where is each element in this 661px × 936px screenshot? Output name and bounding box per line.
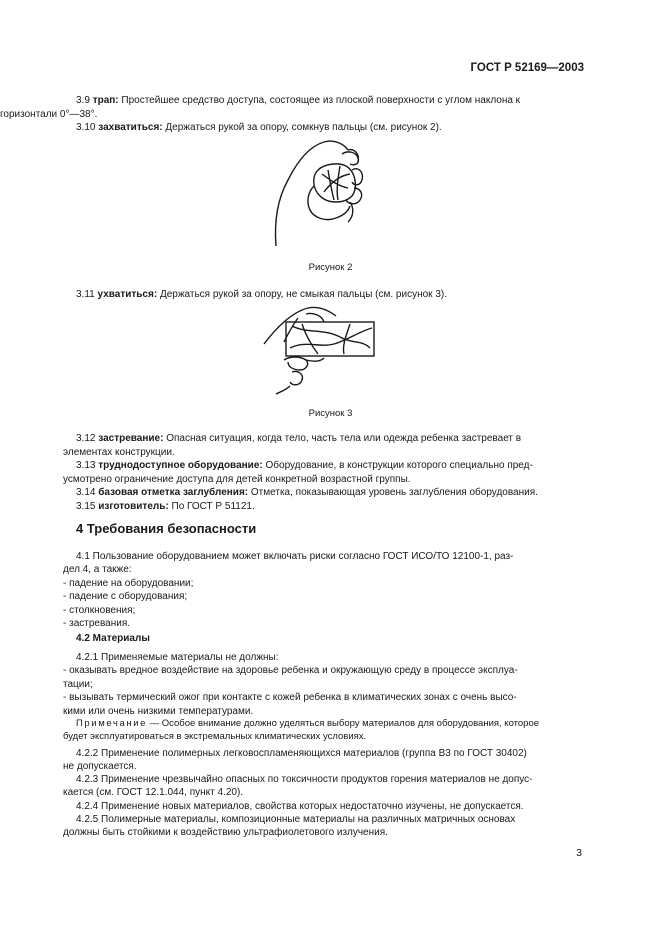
definition-3-11: 3.11 ухватиться: Держаться рукой за опору, не смыкая пальцы (см. рисунок 3). xyxy=(76,289,447,300)
definition-3-10: 3.10 захватиться: Держаться рукой за опору, сомкнув пальцы (см. рисунок 2). xyxy=(76,122,442,134)
definition-3-15: 3.15 изготовитель: По ГОСТ Р 51121. xyxy=(76,501,255,512)
definition-3-13: 3.13 труднодоступное оборудование: Оборудование, в конструкции которого специально пред- xyxy=(76,460,533,471)
list-item: - столкновения; xyxy=(63,604,136,616)
paragraph-4-2-1: 4.2.1 Применяемые материалы не должны: xyxy=(76,652,279,663)
document-id: ГОСТ Р 52169—2003 xyxy=(470,62,584,74)
figure-2-caption: Рисунок 2 xyxy=(308,262,353,273)
definitions-block-1: 3.9 трап: Простейшее средство доступа, состоящее из плоской поверхности с углом наклона к горизонтали 0°—38°. 3.10 захватиться: Держаться рукой за опору, сомкнув пальцы (см. рисунок 2). xyxy=(76,94,583,135)
list-item: - застревания. xyxy=(63,618,131,630)
definition-3-9: 3.9 трап: Простейшее средство доступа, состоящее из плоской поверхности с углом наклона к xyxy=(76,95,521,106)
figure-3-caption: Рисунок 3 xyxy=(308,408,353,419)
paragraph-4-2-3: 4.2.3 Применение чрезвычайно опасных по токсичности продуктов горения материалов не допус- xyxy=(76,774,533,785)
paragraph-4-1: 4.1 Пользование оборудованием может включать риски согласно ГОСТ ИСО/ТО 12100-1, раз- xyxy=(76,551,514,562)
paragraph-4-2-2: 4.2.2 Применение полимерных легковоспламеняющихся материалов (группа В3 по ГОСТ 30402) xyxy=(76,748,527,759)
document-page: ГОСТ Р 52169—2003 3.9 трап: Простейшее средство доступа, состоящее из плоской поверхности с углом наклона к горизонтали 0°—38°. 3.10 захватиться: Держаться рукой за опору, сомкнув пальцы (см. рисунок 2). Рисунок 2 3.11 ухватиться: Держаться рукой за опору, не смыкая пальцы (см. рисунок 3). Рисунок 3 3.12 застревание: Опасная ситуация, когда тело, часть тела или одежда ребенка застревает в элементах конструкции. 3.13 труднодоступное оборудование: Оборудование, в конструкции которого специально пред- усмотрено ограничение доступа для детей конкретной возрастной группы. 3.14 базовая отметка заглубления: Отметка, показывающая уровень заглубления оборудования. 3.15 изготовитель: По ГОСТ Р 51121. 4 Требования безопасности 4.1 Пользование оборудованием может включать риски согласно ГОСТ ИСО/ТО 12100-1, раз- дел 4, а также: - падение на оборудовании; - падение с оборудования; - столкновения; - застревания. 4.2 Материалы 4.2.1 Применяемые материалы не должны: - оказывать вредное воздействие на здоровье ребенка и окружающую среду в процессе эксплуа- тации; - вызывать термический ожог при контакте с кожей ребенка в климатических зонах с очень высо- кими или очень низкими температурами. Примечание — Особое внимание должно уделяться выбору материалов для оборудования, которое будет эксплуатироваться в экстремальных климатических условиях. 4.2.2 Применение полимерных легковоспламеняющихся материалов (группа В3 по ГОСТ 30402) не допускается. 4.2.3 Применение чрезвычайно опасных по токсичности продуктов горения материалов не допус- кается (см. ГОСТ 12.1.044, пункт 4.20). 4.2.4 Применение новых материалов, свойства которых недостаточно изучены, не допускается. 4.2.5 Полимерные материалы, композиционные материалы на различных матричных основах должны быть стойкими к воздействию ультрафиолетового излучения. 3 xyxy=(0,0,661,936)
paragraph-4-2-5: 4.2.5 Полимерные материалы, композиционные материалы на различных матричных основах xyxy=(76,814,516,825)
subsection-4-2-heading: 4.2 Материалы xyxy=(76,633,150,644)
list-item: - вызывать термический ожог при контакте с кожей ребенка в климатических зонах с очень высо- xyxy=(63,692,517,704)
list-item: - падение на оборудовании; xyxy=(63,577,194,589)
list-item: - оказывать вредное воздействие на здоровье ребенка и окружающую среду в процессе эксплуа- xyxy=(63,665,518,676)
note: Примечание — Особое внимание должно уделяться выбору материалов для оборудования, которое xyxy=(76,718,540,729)
list-item: - падение с оборудования; xyxy=(63,591,188,603)
definitions-block-2 xyxy=(76,432,583,446)
section-4-heading: 4 Требования безопасности xyxy=(76,521,257,536)
page-number: 3 xyxy=(576,847,582,859)
paragraph-4-2-4: 4.2.4 Применение новых материалов, свойства которых недостаточно изучены, не допускается. xyxy=(76,801,524,812)
figure-2-grip-drawing xyxy=(268,136,378,252)
definition-3-14: 3.14 базовая отметка заглубления: Отметка, показывающая уровень заглубления оборудования. xyxy=(76,487,538,498)
definition-3-12: 3.12 застревание: Опасная ситуация, когда тело, часть тела или одежда ребенка застревает в xyxy=(76,433,522,444)
figure-3-grasp-drawing xyxy=(262,304,386,400)
